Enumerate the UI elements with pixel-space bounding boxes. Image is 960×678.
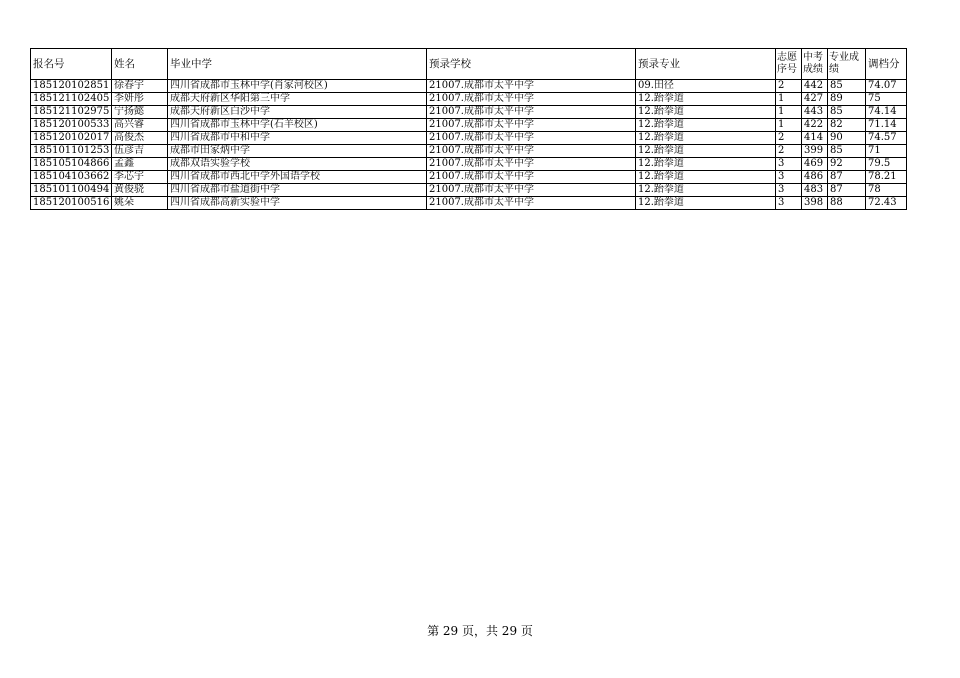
exam-score-cell: 399 <box>802 145 828 158</box>
admitted-major-cell: 12.跆拳道 <box>636 93 776 106</box>
header-graduated-school: 毕业中学 <box>168 49 427 80</box>
graduated-school-cell: 四川省成都市西北中学外国语学校 <box>168 171 427 184</box>
registration-no-cell: 185120102017 <box>31 132 112 145</box>
student-name-cell: 宁扬懿 <box>112 106 168 119</box>
header-admitted-major: 预录专业 <box>636 49 776 80</box>
table-row <box>31 80 907 93</box>
transfer-score-cell: 71 <box>866 145 907 158</box>
exam-score-cell: 486 <box>802 171 828 184</box>
student-name-cell: 高兴睿 <box>112 119 168 132</box>
exam-score-cell: 422 <box>802 119 828 132</box>
admitting-school-cell: 21007.成都市太平中学 <box>427 184 636 197</box>
specialty-score-cell: 85 <box>828 80 866 93</box>
table-row <box>31 119 907 132</box>
graduated-school-cell: 成都天府新区白沙中学 <box>168 106 427 119</box>
table-header <box>31 49 907 80</box>
student-name-cell: 李芯宇 <box>112 171 168 184</box>
graduated-school-cell: 四川省成都高新实验中学 <box>168 197 427 210</box>
preference-order-cell: 3 <box>776 171 802 184</box>
registration-no-cell: 185101100494 <box>31 184 112 197</box>
table-row <box>31 197 907 210</box>
admitting-school-cell: 21007.成都市太平中学 <box>427 106 636 119</box>
exam-score-cell: 398 <box>802 197 828 210</box>
transfer-score-cell: 78.21 <box>866 171 907 184</box>
specialty-score-cell: 89 <box>828 93 866 106</box>
exam-score-cell: 469 <box>802 158 828 171</box>
admission-table <box>30 48 907 210</box>
registration-no-cell: 185104103662 <box>31 171 112 184</box>
graduated-school-cell: 四川省成都市盐道街中学 <box>168 184 427 197</box>
admitted-major-cell: 12.跆拳道 <box>636 184 776 197</box>
admitted-major-cell: 09.田径 <box>636 80 776 93</box>
preference-order-cell: 3 <box>776 158 802 171</box>
transfer-score-cell: 74.07 <box>866 80 907 93</box>
preference-order-cell: 2 <box>776 132 802 145</box>
student-name-cell: 徐春宇 <box>112 80 168 93</box>
specialty-score-cell: 87 <box>828 171 866 184</box>
table-row <box>31 184 907 197</box>
table-row <box>31 171 907 184</box>
transfer-score-cell: 75 <box>866 93 907 106</box>
transfer-score-cell: 72.43 <box>866 197 907 210</box>
preference-order-cell: 2 <box>776 80 802 93</box>
specialty-score-cell: 85 <box>828 145 866 158</box>
admitted-major-cell: 12.跆拳道 <box>636 119 776 132</box>
graduated-school-cell: 成都双语实验学校 <box>168 158 427 171</box>
registration-no-cell: 185120100516 <box>31 197 112 210</box>
preference-order-cell: 3 <box>776 184 802 197</box>
registration-no-cell: 185101101253 <box>31 145 112 158</box>
header-admitting-school: 预录学校 <box>427 49 636 80</box>
preference-order-cell: 2 <box>776 145 802 158</box>
admitting-school-cell: 21007.成都市太平中学 <box>427 171 636 184</box>
student-name-cell: 伍彦吉 <box>112 145 168 158</box>
table-body <box>31 80 907 210</box>
transfer-score-cell: 78 <box>866 184 907 197</box>
admitting-school-cell: 21007.成都市太平中学 <box>427 132 636 145</box>
specialty-score-cell: 90 <box>828 132 866 145</box>
graduated-school-cell: 四川省成都市玉林中学(石羊校区) <box>168 119 427 132</box>
graduated-school-cell: 四川省成都市中和中学 <box>168 132 427 145</box>
header-row <box>31 49 907 80</box>
preference-order-cell: 1 <box>776 93 802 106</box>
table-row <box>31 132 907 145</box>
preference-order-cell: 1 <box>776 119 802 132</box>
admitting-school-cell: 21007.成都市太平中学 <box>427 93 636 106</box>
transfer-score-cell: 71.14 <box>866 119 907 132</box>
admitted-major-cell: 12.跆拳道 <box>636 132 776 145</box>
header-transfer-score: 调档分 <box>866 49 907 80</box>
student-name-cell: 黄俊骁 <box>112 184 168 197</box>
admitting-school-cell: 21007.成都市太平中学 <box>427 80 636 93</box>
transfer-score-cell: 74.57 <box>866 132 907 145</box>
registration-no-cell: 185120102851 <box>31 80 112 93</box>
admission-sheet <box>30 48 906 210</box>
registration-no-cell: 185121102405 <box>31 93 112 106</box>
header-name: 姓名 <box>112 49 168 80</box>
admitting-school-cell: 21007.成都市太平中学 <box>427 119 636 132</box>
specialty-score-cell: 88 <box>828 197 866 210</box>
header-preference-order: 志愿序号 <box>776 49 802 80</box>
table-row <box>31 93 907 106</box>
exam-score-cell: 414 <box>802 132 828 145</box>
admitting-school-cell: 21007.成都市太平中学 <box>427 145 636 158</box>
table-row <box>31 158 907 171</box>
student-name-cell: 孟鑫 <box>112 158 168 171</box>
registration-no-cell: 185105104866 <box>31 158 112 171</box>
admitting-school-cell: 21007.成都市太平中学 <box>427 197 636 210</box>
registration-no-cell: 185121102975 <box>31 106 112 119</box>
page-footer: 第 29 页，共 29 页 <box>427 624 533 638</box>
student-name-cell: 李妍彤 <box>112 93 168 106</box>
header-exam-score: 中考成绩 <box>802 49 828 80</box>
specialty-score-cell: 82 <box>828 119 866 132</box>
exam-score-cell: 483 <box>802 184 828 197</box>
admitting-school-cell: 21007.成都市太平中学 <box>427 158 636 171</box>
graduated-school-cell: 成都天府新区华阳第三中学 <box>168 93 427 106</box>
admitted-major-cell: 12.跆拳道 <box>636 145 776 158</box>
transfer-score-cell: 74.14 <box>866 106 907 119</box>
transfer-score-cell: 79.5 <box>866 158 907 171</box>
specialty-score-cell: 87 <box>828 184 866 197</box>
admitted-major-cell: 12.跆拳道 <box>636 197 776 210</box>
admitted-major-cell: 12.跆拳道 <box>636 106 776 119</box>
admitted-major-cell: 12.跆拳道 <box>636 158 776 171</box>
specialty-score-cell: 85 <box>828 106 866 119</box>
student-name-cell: 高俊杰 <box>112 132 168 145</box>
graduated-school-cell: 成都市田家炳中学 <box>168 145 427 158</box>
registration-no-cell: 185120100533 <box>31 119 112 132</box>
table-row <box>31 145 907 158</box>
student-name-cell: 姚朵 <box>112 197 168 210</box>
preference-order-cell: 3 <box>776 197 802 210</box>
admitted-major-cell: 12.跆拳道 <box>636 171 776 184</box>
exam-score-cell: 443 <box>802 106 828 119</box>
graduated-school-cell: 四川省成都市玉林中学(肖家河校区) <box>168 80 427 93</box>
header-specialty-score: 专业成绩 <box>828 49 866 80</box>
header-registration-no: 报名号 <box>31 49 112 80</box>
exam-score-cell: 442 <box>802 80 828 93</box>
table-row <box>31 106 907 119</box>
preference-order-cell: 1 <box>776 106 802 119</box>
exam-score-cell: 427 <box>802 93 828 106</box>
specialty-score-cell: 92 <box>828 158 866 171</box>
